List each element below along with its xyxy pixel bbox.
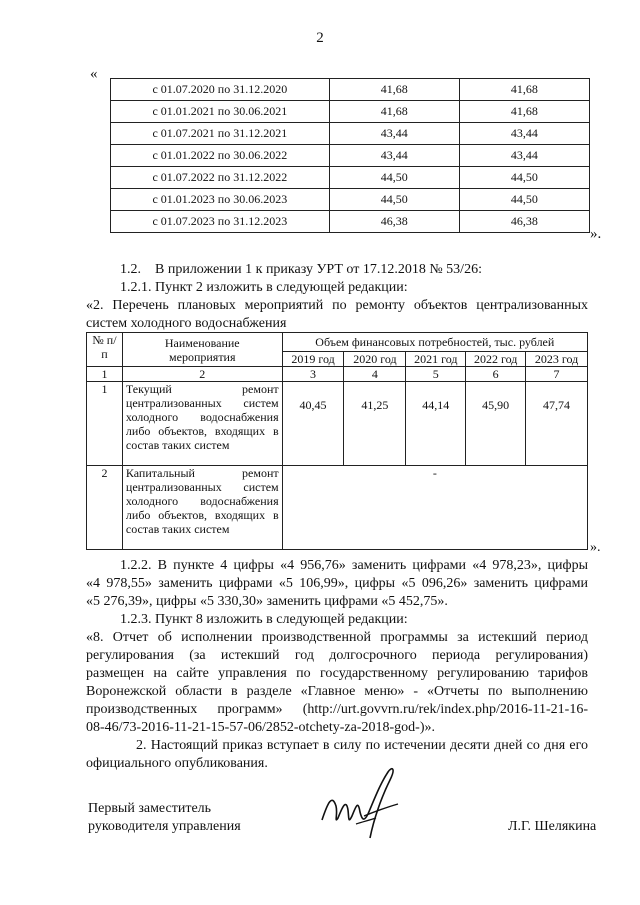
paragraph-1-2-3: 1.2.3. Пункт 8 изложить в следующей редакции:: [120, 612, 408, 627]
paragraph-8-line-2: регулирования (за истекший год долгосрочного периода регулирования): [86, 648, 588, 663]
col-number: 3: [282, 367, 344, 382]
signer-title-line-1: Первый заместитель: [88, 801, 212, 816]
header-name: Наименование мероприятия: [122, 333, 282, 367]
rate-period: с 01.01.2021 по 30.06.2021: [111, 101, 330, 123]
signer-name: Л.Г. Шелякина: [508, 819, 597, 834]
col-number: 5: [406, 367, 466, 382]
rate-period: с 01.07.2021 по 31.12.2021: [111, 123, 330, 145]
page-number: 2: [316, 30, 324, 46]
table-row: [111, 211, 590, 233]
rate-value-1: 41,68: [329, 101, 459, 123]
paragraph-2-line-1: 2. Настоящий приказ вступает в силу по истечении десяти дней со дня его: [136, 738, 588, 753]
header-year: 2021 год: [406, 352, 466, 367]
rate-value-2: 43,44: [459, 145, 589, 167]
paragraph-1-2-2-line-2: «4 978,55» заменить цифрами «5 106,99», цифры «5 096,26» заменить цифрами: [86, 576, 588, 591]
row-name: Капитальный ремонт централизованных систем холодного водоснабжения либо объектов, входящих в состав таких систем: [122, 466, 282, 550]
table-row: [111, 123, 590, 145]
row-num: 1: [87, 382, 123, 466]
table-row: [87, 382, 588, 466]
rate-value-1: 44,50: [329, 167, 459, 189]
row-value: 44,14: [406, 382, 466, 466]
col-number: 2: [122, 367, 282, 382]
paragraph-8-line-5: производственных программ» (http://urt.govvrn.ru/rek/index.php/2016-11-21-16-: [86, 702, 588, 717]
col-number: 7: [526, 367, 588, 382]
rate-period: с 01.07.2022 по 31.12.2022: [111, 167, 330, 189]
closing-quote-2: ».: [590, 540, 601, 555]
col-number: 6: [466, 367, 526, 382]
header-year: 2019 год: [282, 352, 344, 367]
paragraph-8-line-3: размещен на сайте управления по государственному регулированию тарифов: [86, 666, 588, 681]
rate-value-2: 43,44: [459, 123, 589, 145]
paragraph-8-line-4: Воронежской области в разделе «Главное меню» - «Отчеты по выполнению: [86, 684, 588, 699]
row-num: 2: [87, 466, 123, 550]
rate-value-2: 41,68: [459, 101, 589, 123]
header-year: 2022 год: [466, 352, 526, 367]
paragraph-8-line-1: «8. Отчет об исполнении производственной программы за истекший период: [86, 630, 588, 645]
rate-period: с 01.01.2022 по 30.06.2022: [111, 145, 330, 167]
paragraph-2-line-2: официального опубликования.: [86, 756, 268, 771]
header-year: 2023 год: [526, 352, 588, 367]
rate-period: с 01.07.2020 по 31.12.2020: [111, 79, 330, 101]
rate-value-2: 44,50: [459, 189, 589, 211]
row-value: 40,45: [282, 382, 344, 466]
paragraph-1-2: 1.2. В приложении 1 к приказу УРТ от 17.12.2018 № 53/26:: [120, 262, 482, 277]
row-name: Текущий ремонт централизованных систем холодного водоснабжения либо объектов, входящих в состав таких систем: [122, 382, 282, 466]
rate-period: с 01.01.2023 по 30.06.2023: [111, 189, 330, 211]
handwritten-signature: [318, 762, 408, 842]
row-value: 47,74: [526, 382, 588, 466]
header-year: 2020 год: [344, 352, 406, 367]
table-row: [111, 189, 590, 211]
table-row: [111, 79, 590, 101]
rate-period: с 01.07.2023 по 31.12.2023: [111, 211, 330, 233]
rate-value-2: 44,50: [459, 167, 589, 189]
table-row: [111, 145, 590, 167]
row-value: 41,25: [344, 382, 406, 466]
rate-value-2: 46,38: [459, 211, 589, 233]
col-number: 1: [87, 367, 123, 382]
paragraph-1-2-2-line-1: 1.2.2. В пункте 4 цифры «4 956,76» заменить цифрами «4 978,23», цифры: [120, 558, 588, 573]
rate-value-1: 41,68: [329, 79, 459, 101]
col-number: 4: [344, 367, 406, 382]
table-row: [87, 466, 588, 550]
rate-value-1: 46,38: [329, 211, 459, 233]
table-row: [111, 101, 590, 123]
events-table: [86, 332, 588, 550]
rate-value-1: 44,50: [329, 189, 459, 211]
row-value: 45,90: [466, 382, 526, 466]
rate-value-1: 43,44: [329, 145, 459, 167]
opening-quote: «: [90, 66, 98, 82]
header-num: № п/п: [87, 333, 123, 367]
paragraph-8-line-6: 08-46/73-2016-11-21-15-57-06/2852-otchety-za-2018-god-)».: [86, 720, 436, 735]
rate-value-2: 41,68: [459, 79, 589, 101]
table-row: [111, 167, 590, 189]
rates-table: [110, 78, 590, 233]
rate-value-1: 43,44: [329, 123, 459, 145]
header-volume: Объем финансовых потребностей, тыс. рублей: [282, 333, 587, 352]
list-title-line-1: «2. Перечень плановых мероприятий по ремонту объектов централизованных: [86, 298, 588, 313]
row-dash: -: [282, 466, 587, 550]
paragraph-1-2-1: 1.2.1. Пункт 2 изложить в следующей редакции:: [120, 280, 408, 295]
paragraph-1-2-2-line-3: «5 276,39», цифры «5 330,30» заменить цифрами «5 452,75».: [86, 594, 448, 609]
signer-title-line-2: руководителя управления: [88, 819, 241, 834]
list-title-line-2: систем холодного водоснабжения: [86, 316, 287, 331]
closing-quote-1: ».: [590, 226, 602, 242]
